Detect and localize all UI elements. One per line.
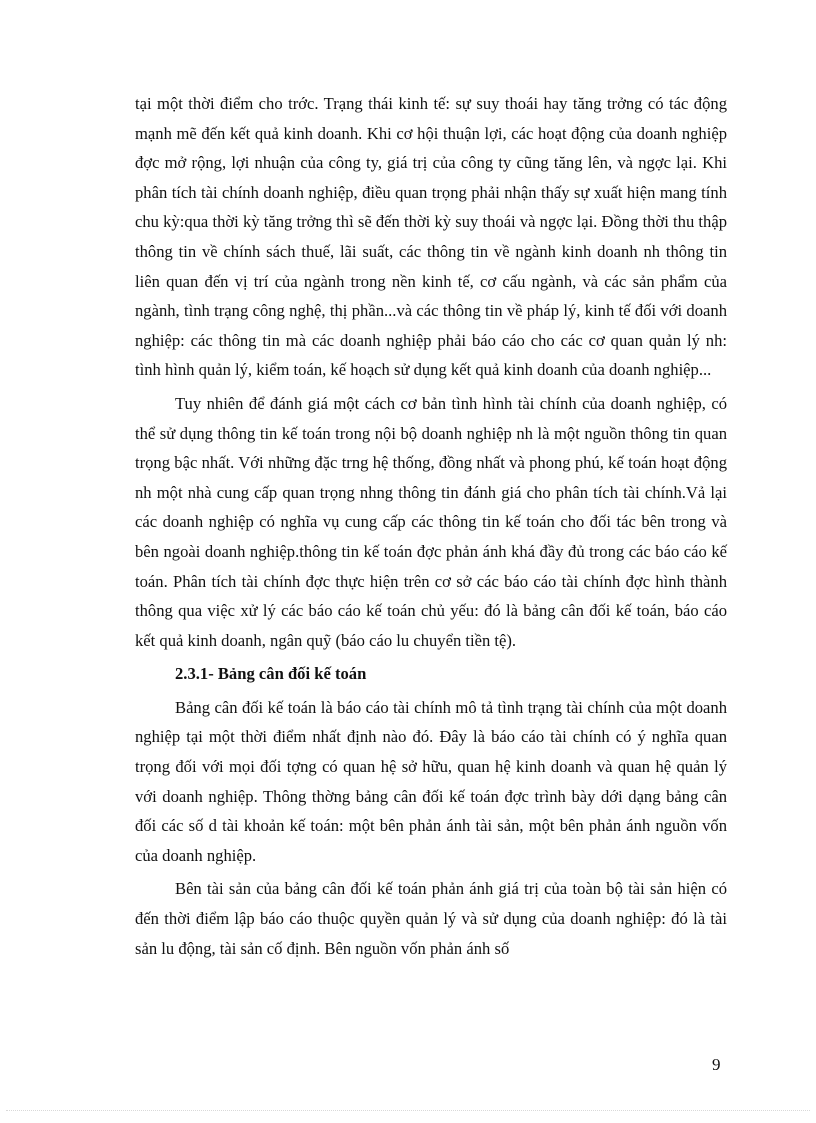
paragraph-3: Bảng cân đối kế toán là báo cáo tài chính mô tả tình trạng tài chính của một doanh nghiệp tại một thời điểm nhất định nào đó. Đây là báo cáo tài chính có ý nghĩa quan trọng đối với mọi đối tợng có quan hệ sở hữu, quan hệ kinh doanh và quan hệ quản lý với doanh nghiệp. Thông thờng bảng cân đối kế toán đợc trình bày dới dạng bảng cân đối các số d tài khoản kế toán: một bên phản ánh tài sản, một bên phản ánh nguồn vốn của doanh nghiệp. [135, 697, 727, 865]
document-body [135, 89, 727, 963]
paragraph-4: Bên tài sản của bảng cân đối kế toán phản ánh giá trị của toàn bộ tài sản hiện có đến thời điểm lập báo cáo thuộc quyền quản lý và sử dụng của doanh nghiệp: đó là tài sản lu động, tài sản cố định. Bên nguồn vốn phản ánh số [135, 879, 727, 958]
paragraph-2: Tuy nhiên để đánh giá một cách cơ bản tình hình tài chính của doanh nghiệp, có thể sử dụng thông tin kế toán trong nội bộ doanh nghiệp nh là một nguồn thông tin quan trọng bậc nhất. Với những đặc trng hệ thống, đồng nhất và phong phú, kế toán hoạt động nh một nhà cung cấp quan trọng nhng thông tin đánh giá cho phân tích tài chính.Vả lại các doanh nghiệp có nghĩa vụ cung cấp các thông tin kế toán cho đối tác bên trong và bên ngoài doanh nghiệp.thông tin kế toán đợc phản ánh khá đầy đủ trong các báo cáo kế toán. Phân tích tài chính đợc thực hiện trên cơ sở các báo cáo tài chính đợc hình thành thông qua việc xử lý các báo cáo kế toán chủ yếu: đó là bảng cân đối kế toán, báo cáo kết quả kinh doanh, ngân quỹ (báo cáo lu chuyển tiền tệ). [135, 393, 727, 650]
paragraph-1: tại một thời điểm cho trớc. Trạng thái kinh tế: sự suy thoái hay tăng trởng có tác động mạnh mẽ đến kết quả kinh doanh. Khi cơ hội thuận lợi, các hoạt động của doanh nghiệp đợc mở rộng, lợi nhuận của công ty, giá trị của công ty cũng tăng lên, và ngợc lại. Khi phân tích tài chính doanh nghiệp, điều quan trọng phải nhận thấy sự xuất hiện mang tính chu kỳ:qua thời kỳ tăng trởng thì sẽ đến thời kỳ suy thoái và ngợc lại. Đồng thời thu thập thông tin về chính sách thuế, lãi suất, các thông tin về ngành kinh doanh nh thông tin liên quan đến vị trí của ngành trong nền kinh tế, cơ cấu ngành, và các sản phẩm của ngành, tình trạng công nghệ, thị phần...và các thông tin về pháp lý, kinh tế đối với doanh nghiệp: các thông tin mà các doanh nghiệp phải báo cáo cho các cơ quan quản lý nh: tình hình quản lý, kiểm toán, kế hoạch sử dụng kết quả kinh doanh của doanh nghiệp... [135, 94, 727, 380]
page-divider [6, 1110, 810, 1111]
section-heading: 2.3.1- Bảng cân đối kế toán [175, 664, 367, 684]
page-number: 9 [712, 1055, 721, 1074]
